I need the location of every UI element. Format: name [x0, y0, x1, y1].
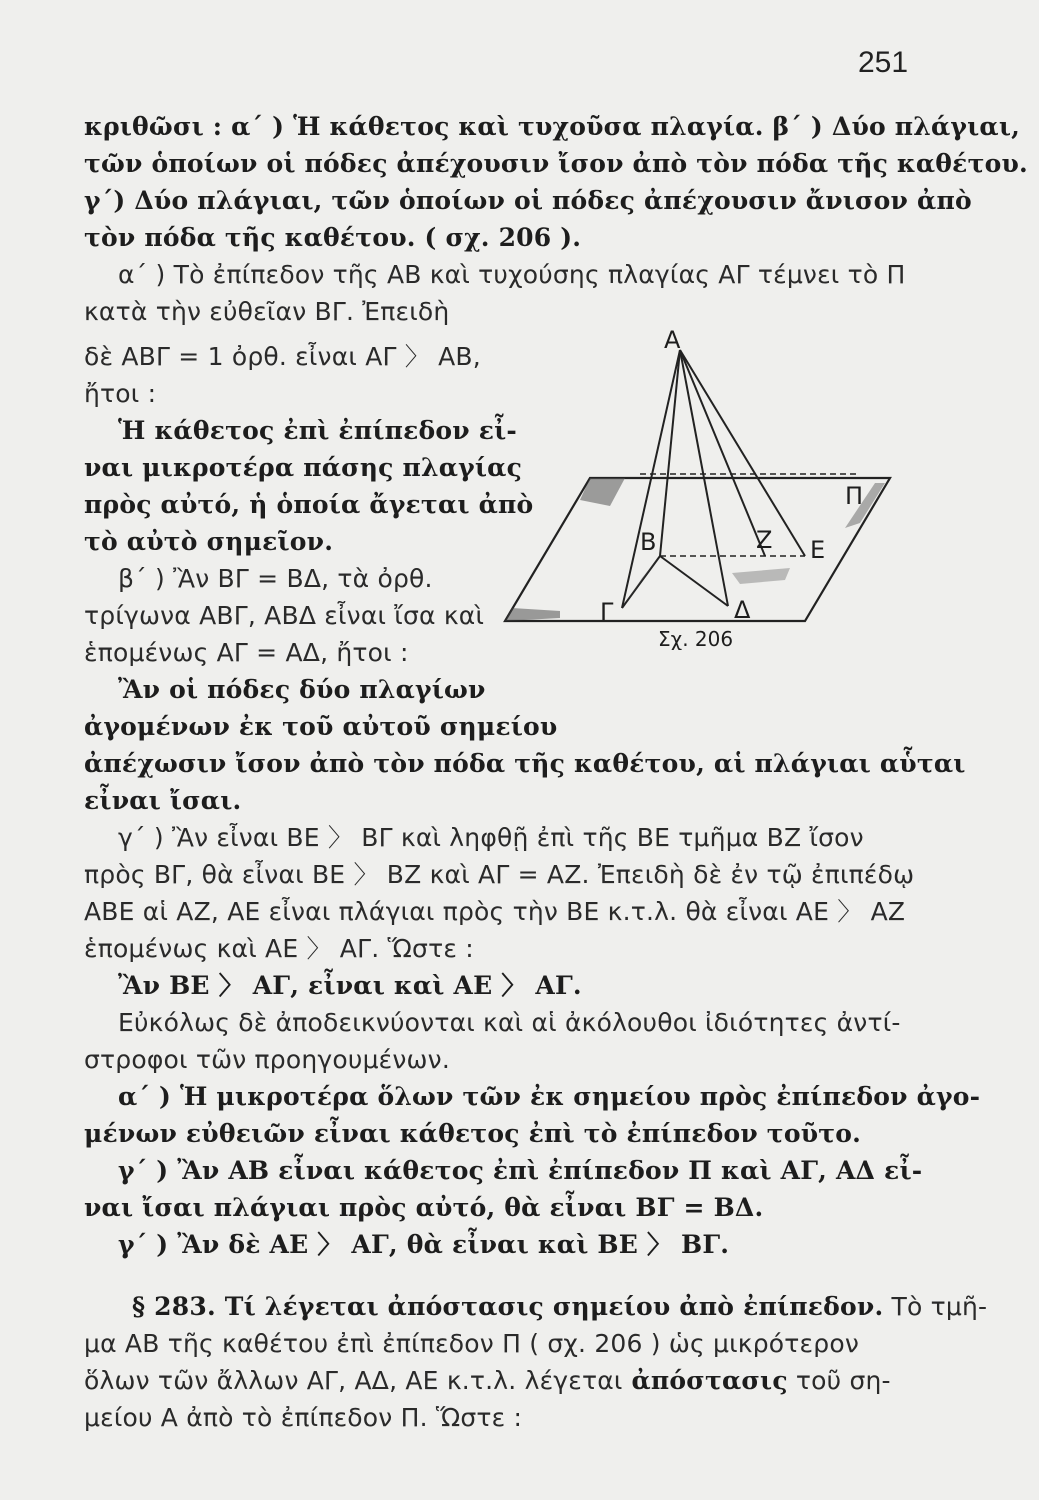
text-line-34-a: ὅλων τῶν ἄλλων ΑΓ, ΑΔ, ΑΕ κ.τ.λ. λέγεται: [84, 1366, 623, 1395]
text-line-12: τὸ αὐτὸ σημεῖον.: [84, 527, 334, 556]
figure-206: [500, 318, 900, 650]
plane-shading-bottom: [505, 608, 560, 621]
label-p: Π: [845, 482, 864, 510]
text-line-27: α΄ ) Ἡ μικροτέρα ὅλων τῶν ἐκ σημείου πρὸς ἐπίπεδον ἀγο-: [118, 1082, 981, 1111]
text-line-35: μείου Α ἀπὸ τὸ ἐπίπεδον Π. Ὥστε :: [84, 1403, 523, 1432]
text-line-15: ἑπομένως ΑΓ = ΑΔ, ἤτοι :: [84, 638, 409, 667]
text-line-5: α΄ ) Τὸ ἐπίπεδον τῆς ΑΒ καὶ τυχούσης πλαγίας ΑΓ τέμνει τὸ Π: [118, 260, 906, 289]
section-heading-tail: Τὸ τμῆ-: [883, 1292, 988, 1321]
segment-ab: [660, 350, 680, 556]
text-line-26: στροφοι τῶν προηγουμένων.: [84, 1045, 450, 1074]
label-a: Α: [664, 326, 681, 354]
label-d: Δ: [734, 596, 751, 624]
text-line-14: τρίγωνα ΑΒΓ, ΑΒΔ εἶναι ἴσα καὶ: [84, 601, 485, 630]
plane-outline: [505, 478, 890, 621]
segment-az: [680, 350, 765, 556]
text-line-29: γ΄ ) Ἂν ΑΒ εἶναι κάθετος ἐπὶ ἐπίπεδον Π καὶ ΑΓ, ΑΔ εἶ-: [118, 1156, 923, 1185]
text-line-22: ΑΒΕ αἱ ΑΖ, ΑΕ εἶναι πλάγιαι πρὸς τὴν ΒΕ κ.τ.λ. θὰ εἶναι ΑΕ 〉 ΑΖ: [84, 897, 906, 926]
text-line-25: Εὐκόλως δὲ ἀποδεικνύονται καὶ αἱ ἀκόλουθοι ἰδιότητες ἀντί-: [118, 1008, 901, 1037]
page-number: 251: [858, 46, 909, 79]
text-line-10: ναι μικροτέρα πάσης πλαγίας: [84, 453, 523, 482]
label-b: Β: [640, 528, 657, 556]
text-line-28: μένων εὐθειῶν εἶναι κάθετος ἐπὶ τὸ ἐπίπεδον τοῦτο.: [84, 1119, 862, 1148]
label-z: Ζ: [756, 526, 773, 554]
text-line-32: [132, 1290, 987, 1324]
text-line-16: Ἂν οἱ πόδες δύο πλαγίων: [118, 675, 486, 704]
text-line-17: ἀγομένων ἐκ τοῦ αὐτοῦ σημείου: [84, 712, 558, 741]
term-apostasis: ἀπόστασις: [622, 1366, 788, 1395]
text-line-7: δὲ ΑΒΓ = 1 ὀρθ. εἶναι ΑΓ 〉 ΑΒ,: [84, 342, 481, 371]
text-line-24: Ἂν ΒΕ 〉 ΑΓ, εἶναι καὶ ΑΕ 〉 ΑΓ.: [118, 971, 582, 1000]
segment-bd: [660, 556, 728, 606]
text-line-9: Ἡ κάθετος ἐπὶ ἐπίπεδον εἶ-: [118, 416, 517, 445]
text-line-11: πρὸς αὐτό, ἡ ὁποία ἄγεται ἀπὸ: [84, 490, 534, 519]
text-line-33: μα ΑΒ τῆς καθέτου ἐπὶ ἐπίπεδον Π ( σχ. 206 ) ὡς μικρότερον: [84, 1329, 859, 1358]
label-g: Γ: [600, 598, 614, 626]
text-line-34-b: τοῦ ση-: [787, 1366, 891, 1395]
text-line-23: ἑπομένως καὶ ΑΕ 〉 ΑΓ. Ὥστε :: [84, 934, 474, 963]
text-line-31: γ΄ ) Ἂν δὲ ΑΕ 〉 ΑΓ, θὰ εἶναι καὶ ΒΕ 〉 ΒΓ.: [118, 1230, 730, 1259]
shade-ground: [732, 568, 790, 584]
text-line-19: εἶναι ἴσαι.: [84, 786, 242, 815]
label-e: Ε: [810, 536, 826, 564]
text-line-30: ναι ἴσαι πλάγιαι πρὸς αὐτό, θὰ εἶναι ΒΓ = ΒΔ.: [84, 1193, 764, 1222]
text-line-3: γ΄) Δύο πλάγιαι, τῶν ὁποίων οἱ πόδες ἀπέχουσιν ἄνισον ἀπὸ: [84, 186, 972, 215]
section-heading: § 283. Τί λέγεται ἀπόστασις σημείου ἀπὸ ἐπίπεδον.: [132, 1292, 884, 1321]
text-line-4: τὸν πόδα τῆς καθέτου. ( σχ. 206 ).: [84, 223, 582, 252]
text-line-13: β΄ ) Ἂν ΒΓ = ΒΔ, τὰ ὀρθ.: [118, 564, 433, 593]
text-line-18: ἀπέχωσιν ἴσον ἀπὸ τὸν πόδα τῆς καθέτου, αἱ πλάγιαι αὗται: [84, 749, 966, 778]
text-line-20: γ΄ ) Ἂν εἶναι ΒΕ 〉 ΒΓ καὶ ληφθῇ ἐπὶ τῆς ΒΕ τμῆμα ΒΖ ἴσον: [118, 823, 864, 852]
text-line-1: κριθῶσι : α΄ ) Ἡ κάθετος καὶ τυχοῦσα πλαγία. β΄ ) Δύο πλάγιαι,: [84, 112, 1021, 141]
figure-caption: Σχ. 206: [658, 627, 734, 650]
text-line-6: κατὰ τὴν εὐθεῖαν ΒΓ. Ἐπειδὴ: [84, 297, 450, 326]
text-line-2: τῶν ὁποίων οἱ πόδες ἀπέχουσιν ἴσον ἀπὸ τὸν πόδα τῆς καθέτου.: [84, 149, 1028, 178]
text-line-21: πρὸς ΒΓ, θὰ εἶναι ΒΕ 〉 ΒΖ καὶ ΑΓ = ΑΖ. Ἐπειδὴ δὲ ἐν τῷ ἐπιπέδῳ: [84, 860, 915, 889]
text-line-8: ἤτοι :: [84, 379, 157, 408]
text-line-34: [84, 1364, 891, 1398]
